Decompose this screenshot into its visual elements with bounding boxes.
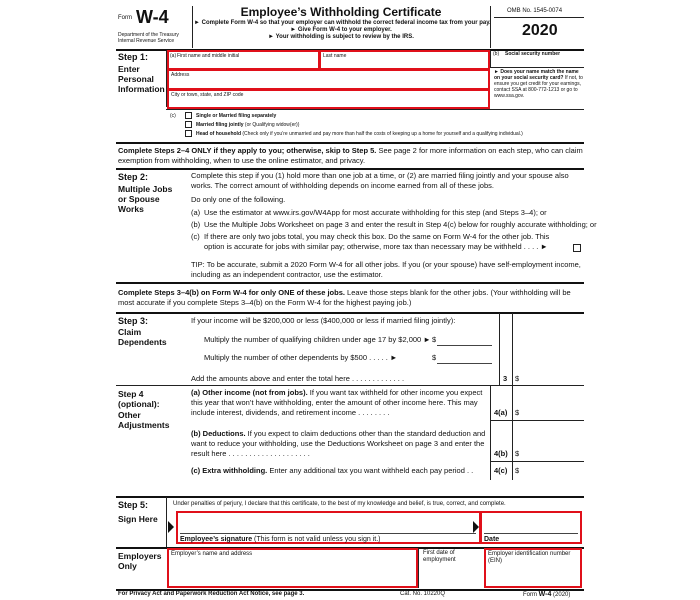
two-jobs-checkbox[interactable] xyxy=(573,244,581,252)
last-name-label: Last name xyxy=(323,53,347,59)
line-4b-number: 4(b) xyxy=(494,449,508,458)
signature-field[interactable] xyxy=(176,511,481,544)
married-checkbox[interactable] xyxy=(185,121,192,128)
line-3-amount-field[interactable] xyxy=(513,372,584,385)
step3-intro: If your income will be $200,000 or less ($400,000 or less if married filing jointly): xyxy=(191,316,456,325)
ein-field[interactable] xyxy=(484,548,582,588)
omb-number: OMB No. 1545-0074 xyxy=(507,8,563,14)
single-checkbox[interactable] xyxy=(185,112,192,119)
step4c-text: (c) Extra withholding. Enter any additional tax you want withheld each pay period . . xyxy=(191,466,474,475)
irs-name: Internal Revenue Service xyxy=(118,38,175,44)
step2-option-c: If there are only two jobs total, you may check this box. Do the same on Form W-4 for the other job. This option is accurate for jobs with similar pay; otherwise, more tax than necessary may be withheld . . . . ► xyxy=(204,232,550,251)
ssn-note: ► Does your name match the name on your social security card? If not, to ensure you get credit for your earnings, contact SSA at 800-772-1213 or go to www.ssa.gov. xyxy=(494,69,583,99)
date-arrow-icon xyxy=(473,521,479,533)
address-field[interactable] xyxy=(167,69,490,90)
step2-title: Step 2: xyxy=(118,172,149,182)
ein-label: Employer identification number (EIN) xyxy=(488,551,571,564)
employers-only-title: Employers Only xyxy=(118,551,162,571)
step3-children: Multiply the number of qualifying children under age 17 by $2,000 ► xyxy=(204,335,431,344)
step4-subtitle: Other Adjustments xyxy=(118,410,170,430)
married-label: Married filing jointly (or Qualifying widow(er)) xyxy=(196,122,300,128)
hoh-checkbox[interactable] xyxy=(185,130,192,137)
header-instruction-3: ► Your withholding is subject to review by the IRS. xyxy=(268,34,414,40)
hoh-label: Head of household (Check only if you’re unmarried and pay more than half the costs of keeping up a home for yourself and a qualifying individual.) xyxy=(196,131,523,137)
w4-form: Form W-4 Department of the Treasury Internal Revenue Service Employee’s Withholding Certificate ► Complete Form W-4 so that your employer can withhold the correct federal income tax from your pay. ► Give Form W-4 to your employer. ► Your withholding is subject to review by the IRS. OMB No. 1545-0074 2020 Step 1: Enter Personal Information (a) First name and middle initial Last name (b) Social security number Address City or town, state, and ZIP code ► Does your name match the name on your social security card? If not, to ensure you get credit for your earnings, contact SSA at 800-772-1213 or go to www.ssa.gov. (c) Single or Married filing separately Married filing jointly (or Qualifying widow(er)) Head of household (Check only if you’re unmarried and pay more than half the costs of keeping up a home for yourself and a qualifying individual.) Complete Steps 2–4 ONLY if they apply to you; otherwise, skip to Step 5. See page 2 for more information on each step, who can claim exemption from withholding, when to use the online estimator, and privacy. Step 2: Multiple Jobs or Spouse Works Complete this step if you (1) hold more than one job at a time, or (2) are married filing jointly and your spouse also works. The correct amount of withholding depends on income earned from all of these jobs. Do only one of the following. (a) Use the estimator at www.irs.gov/W4App for most accurate withholding for this step (and Steps 3–4); or (b) Use the Multiple Jobs Worksheet on page 3 and enter the result in Step 4(c) below for roughly accurate withholding; or (c) If there are only two jobs total, you may check this box. Do the same on Form W-4 for the other job. This option is accurate for jobs with similar pay; otherwise, more tax than necessary may be withheld . . . . ► TIP: To be accurate, submit a 2020 Form W-4 for all other jobs. If you (or your spouse) have self-employment income, including as an independent contractor, use the estimator. Complete Steps 3–4(b) on Form W-4 for only ONE of these jobs. Leave those steps blank for the other jobs. (Your withholding will be most accurate if you complete Steps 3–4(b) on the Form W-4 for the highest paying job.) Step 3: Claim Dependents If your income will be $200,000 or less ($400,000 or less if married filing jointly): Multiply the number of qualifying children under age 17 by $2,000 ► $ Multiply the number of other dependents by $500 . . . . . ► $ Add the amounts above and enter the total here . . . . . . . . . . . . . 3 $ Step 4 (optional): Other Adjustments (a) Other income (not from jobs). If you want tax withheld for other income you expect this year that won’t have withholding, enter the amount of other income here. This may include interest, dividends, and retirement income . . . . . . . . 4(a) $ (b) Deductions. If you expect to claim deductions other than the standard deduction and want to reduce your withholding, use the Deductions Worksheet on page 3 and enter the result here . . . . . . . . . . . . . . . . . . . . 4(b) $ (c) Extra withholding. Enter any additional tax you want withheld each pay period . . 4(c) $ Step 5: Sign Here Under penalties of perjury, I declare that this certificate, to the best of my knowledge and belief, is true, correct, and complete. Employee’s signature (This form is not valid unless you sign it.) Date Employers Only Employer’s name and address First date of employment Employer identification number (EIN) For Privacy Act and Paperwork Reduction Act Notice, see page 3. Cat. No. 10220Q Form W-4 (2020) xyxy=(118,5,597,598)
step2-intro: Complete this step if you (1) hold more than one job at a time, or (2) are married filing jointly and your spouse also works. The correct amount of withholding depends on income earned from all of these jobs. xyxy=(191,171,569,190)
line-4c-amount-field[interactable] xyxy=(513,464,584,477)
step1-subtitle: Enter Personal Information xyxy=(118,64,165,94)
employer-name-label: Employer’s name and address xyxy=(171,551,253,557)
step4a-text: (a) Other income (not from jobs). If you want tax withheld for other income you expect this year that won’t have withholding, enter the amount of other income here. This may include interest, dividends, and retirement income . . . . . . . . xyxy=(191,388,483,417)
step5-title: Step 5: xyxy=(118,500,149,510)
step2-tip: TIP: To be accurate, submit a 2020 Form W-4 for all other jobs. If you (or your spouse) have self-employment income, including as an independent contractor, use the estimator. xyxy=(191,260,581,279)
step5-subtitle: Sign Here xyxy=(118,514,158,524)
step1-title: Step 1: xyxy=(118,52,149,62)
employer-name-field[interactable] xyxy=(167,548,418,588)
step4b-text: (b) Deductions. If you expect to claim deductions other than the standard deduction and want to reduce your withholding, use the Deductions Worksheet on page 3 and enter the result here . . . . . . . . . . . . . . . . . . . . xyxy=(191,429,486,458)
page-title: Employee’s Withholding Certificate xyxy=(240,5,442,19)
form-name: W-4 xyxy=(136,7,169,27)
city-label: City or town, state, and ZIP code xyxy=(171,92,244,98)
line-4a-number: 4(a) xyxy=(494,408,508,417)
notice-steps-3-4b: Complete Steps 3–4(b) on Form W-4 for only ONE of these jobs. Leave those steps blank for the other jobs. (Your withholding will be most accurate if you complete Steps 3–4(b) on the Form W-4 for the highest paying job.) xyxy=(118,288,571,307)
last-name-field[interactable] xyxy=(319,50,490,70)
form-label: Form xyxy=(118,15,132,21)
address-label: Address xyxy=(171,72,190,78)
header-instruction-1: ► Complete Form W-4 so that your employer can withhold the correct federal income tax from your pay. xyxy=(194,20,491,26)
date-field[interactable] xyxy=(480,511,582,544)
step2-option-b: Use the Multiple Jobs Worksheet on page 3 and enter the result in Step 4(c) below for roughly accurate withholding; or xyxy=(204,220,597,229)
sign-arrow-icon xyxy=(168,521,174,533)
line-4b-amount-field[interactable] xyxy=(513,447,584,460)
privacy-notice: For Privacy Act and Paperwork Reduction Act Notice, see page 3. xyxy=(118,591,305,597)
date-label: Date xyxy=(484,536,500,543)
step2-option-a: Use the estimator at www.irs.gov/W4App for most accurate withholding for this step (and Steps 3–4); or xyxy=(204,208,547,217)
form-id-block xyxy=(118,6,190,50)
first-date-label: First date of employment xyxy=(423,550,456,563)
tax-year: 2020 xyxy=(522,22,558,39)
step2-subtitle: Multiple Jobs or Spouse Works xyxy=(118,184,173,214)
others-amount-field[interactable] xyxy=(437,363,492,364)
first-name-label: First name and middle initial xyxy=(177,53,240,59)
cat-number: Cat. No. 10220Q xyxy=(400,591,446,597)
step3-subtitle: Claim Dependents xyxy=(118,327,167,347)
single-label: Single or Married filing separately xyxy=(196,113,277,119)
step3-others: Multiply the number of other dependents by $500 . . . . . ► xyxy=(204,353,398,362)
notice-steps-2-4: Complete Steps 2–4 ONLY if they apply to you; otherwise, skip to Step 5. See page 2 for more information on each step, who can claim exemption from withholding, when to use the online estimator, and privacy. xyxy=(118,146,583,165)
dept-treasury: Department of the Treasury xyxy=(118,32,179,38)
first-name-field[interactable]: (a) First name and middle initial xyxy=(167,50,320,70)
signature-label: Employee’s signature (This form is not valid unless you sign it.) xyxy=(180,536,381,543)
header-instruction-2: ► Give Form W-4 to your employer. xyxy=(290,27,392,33)
children-amount-field[interactable] xyxy=(437,345,492,346)
step4-title: Step 4 (optional): xyxy=(118,389,160,409)
step3-title: Step 3: xyxy=(118,316,149,326)
city-field[interactable] xyxy=(167,89,490,109)
header-center xyxy=(194,4,491,50)
step3-total-label: Add the amounts above and enter the total here . . . . . . . . . . . . . xyxy=(191,374,405,383)
line-3-number: 3 xyxy=(503,374,508,383)
line-4c-number: 4(c) xyxy=(494,466,508,475)
step2-do-only: Do only one of the following. xyxy=(191,195,286,204)
first-date-field[interactable] xyxy=(420,566,482,586)
footer-form-id: Form W-4 (2020) xyxy=(523,591,571,598)
ssn-label: Social security number xyxy=(505,51,561,57)
perjury-statement: Under penalties of perjury, I declare that this certificate, to the best of my knowledge and belief, is true, correct, and complete. xyxy=(173,501,506,507)
line-4a-amount-field[interactable] xyxy=(513,406,584,419)
